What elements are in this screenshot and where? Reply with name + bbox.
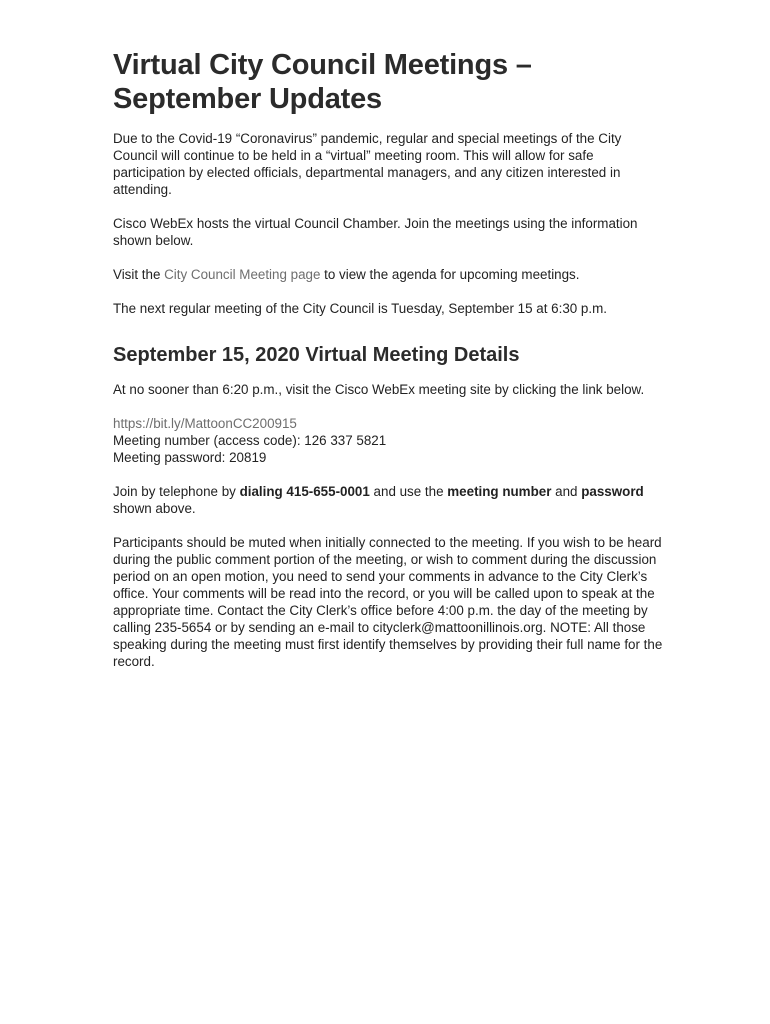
telephone-part4: shown above.	[113, 501, 196, 516]
section-heading: September 15, 2020 Virtual Meeting Details	[113, 344, 520, 366]
meeting-info-block	[113, 415, 668, 466]
page-title: Virtual City Council Meetings – September Updates	[113, 49, 532, 115]
city-council-meeting-page-link[interactable]: City Council Meeting page	[164, 267, 321, 282]
webex-paragraph: Cisco WebEx hosts the virtual Council Chamber. Join the meetings using the information shown below.	[113, 216, 638, 248]
telephone-part3: and	[551, 484, 582, 499]
participants-paragraph: Participants should be muted when initially connected to the meeting. If you wish to be heard during the public comment portion of the meeting, or wish to comment during the discussion period on an open motion, you need to send your comments in advance to the City Clerk’s office. Your comments will be read into the record, or you will be called upon to speak at the appropriate time. Contact the City Clerk’s office before 4:00 p.m. the day of the meeting by calling 235-5654 or by sending an e-mail to cityclerk@mattoonillinois.org. NOTE: All those speaking during the meeting must first identify themselves by providing their full name for the record.	[113, 535, 663, 669]
sooner-paragraph: At no sooner than 6:20 p.m., visit the Cisco WebEx meeting site by clicking the link below.	[113, 382, 645, 397]
next-meeting-paragraph: The next regular meeting of the City Council is Tuesday, September 15 at 6:30 p.m.	[113, 301, 607, 316]
meeting-password: Meeting password: 20819	[113, 450, 267, 465]
intro-paragraph: Due to the Covid-19 “Coronavirus” pandemic, regular and special meetings of the City Council will continue to be held in a “virtual” meeting room. This will allow for safe participation by elected officials, departmental managers, and any citizen interested in attending.	[113, 131, 622, 197]
webex-meeting-link[interactable]: https://bit.ly/MattoonCC200915	[113, 416, 297, 431]
dialing-number: dialing 415-655-0001	[239, 484, 370, 499]
telephone-part1: Join by telephone by	[113, 484, 240, 499]
telephone-paragraph	[113, 483, 668, 517]
meeting-number-bold: meeting number	[447, 484, 552, 499]
password-bold: password	[581, 484, 644, 499]
meeting-number: Meeting number (access code): 126 337 5821	[113, 433, 387, 448]
meeting-details-section	[113, 343, 668, 367]
document-page	[113, 48, 668, 670]
visit-suffix: to view the agenda for upcoming meetings.	[320, 267, 580, 282]
visit-paragraph	[113, 266, 668, 283]
visit-prefix: Visit the	[113, 267, 165, 282]
telephone-part2: and use the	[369, 484, 448, 499]
